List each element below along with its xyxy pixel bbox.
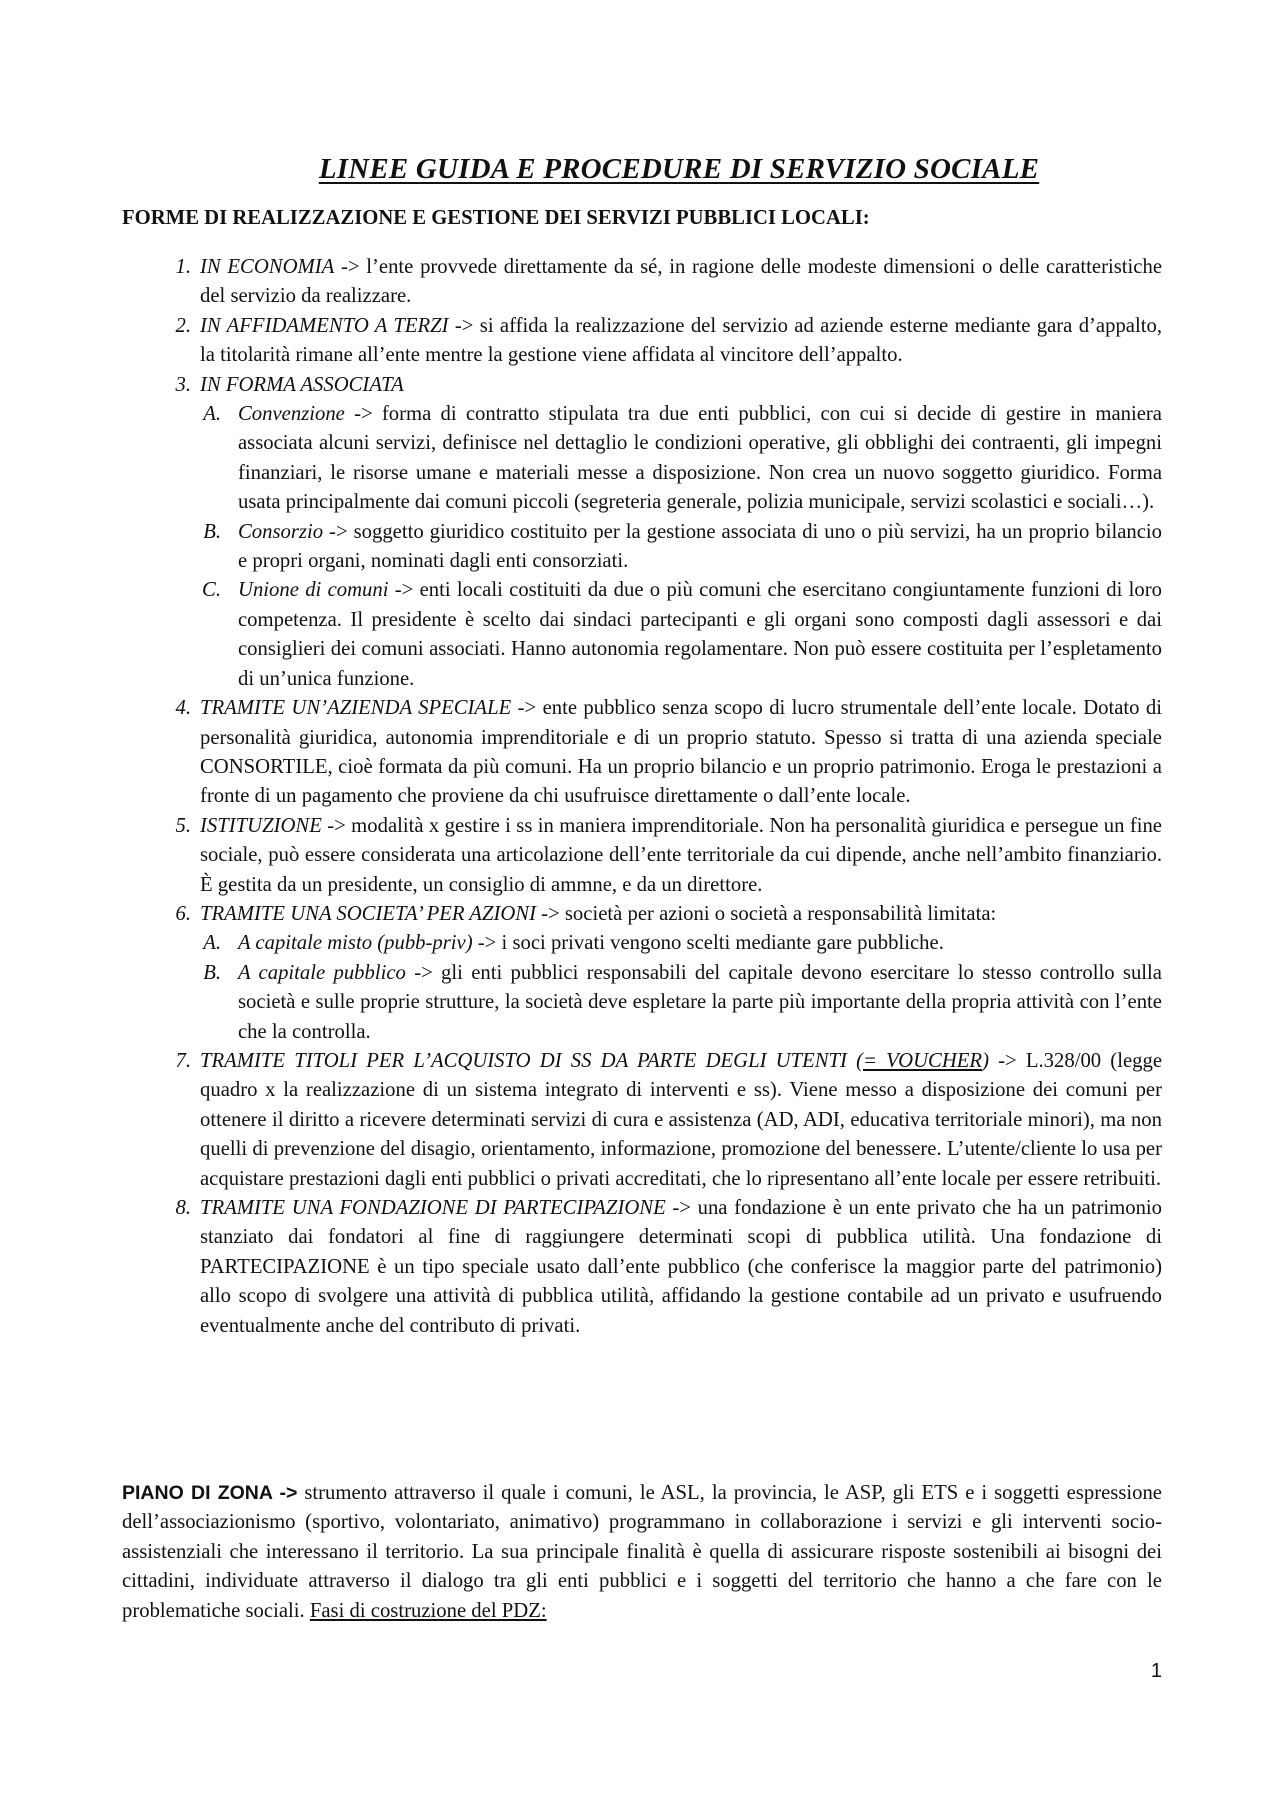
item-label: IN ECONOMIA bbox=[200, 256, 335, 278]
list-item bbox=[122, 812, 1162, 900]
item-text: -> una fondazione è un ente privato che ha un patrimonio stanziato dai fondatori al fine di raggiungere determinati scopi di pubblica utilità. Una fondazione di PARTECIPAZIONE è un tipo speciale usato dall’ente pubblico (che conferisce la maggior parte del patrimonio) allo scopo di svolgere una attività di pubblica utilità, affidando la gestione contabile ad un privato e usufruendo eventualmente anche del contributo di privati. bbox=[200, 1197, 1163, 1337]
sub-item bbox=[122, 576, 1162, 694]
item-text: -> l’ente provvede direttamente da sé, in ragione delle modeste dimensioni o delle caratteristiche del servizio da realizzare. bbox=[200, 256, 1162, 308]
item-label: TRAMITE UNA FONDAZIONE DI PARTECIPAZIONE bbox=[200, 1197, 666, 1219]
item-label-end: ) bbox=[982, 1049, 989, 1072]
item-text: -> si affida la realizzazione del servizio ad aziende esterne mediante gara d’appalto, la titolarità rimane all’ente mentre la gestione viene affidata al vincitore dell’appalto. bbox=[200, 314, 1162, 367]
item-number: 6. bbox=[175, 902, 191, 925]
sub-item bbox=[122, 518, 1162, 577]
forms-list bbox=[122, 253, 1162, 1341]
item-number: 7. bbox=[175, 1049, 191, 1072]
item-text: -> modalità x gestire i ss in maniera imprenditoriale. Non ha personalità giuridica e persegue un fine sociale, può essere considerata una articolazione dell’ente territoriale da cui dipende, anche nell’ambito finanziario. È gestita da un presidente, un consiglio di ammne, e da un direttore. bbox=[200, 814, 1162, 896]
item-label: IN AFFIDAMENTO A TERZI bbox=[200, 314, 449, 337]
list-item bbox=[122, 312, 1162, 371]
sub-item-letter: B. bbox=[203, 520, 221, 543]
list-item bbox=[122, 1194, 1162, 1341]
sub-item-label: Unione di comuni bbox=[238, 579, 389, 602]
item-label: ISTITUZIONE bbox=[200, 814, 322, 837]
sub-item-label: A capitale misto (pubb-priv) bbox=[238, 932, 473, 955]
item-number: 3. bbox=[175, 373, 191, 396]
sub-item-label: Convenzione bbox=[238, 403, 345, 426]
pdz-text: strumento attraverso il quale i comuni, le ASL, la provincia, le ASP, gli ETS e i soggetti espressione dell’associazionismo (sportivo, volontariato, animativo) programmano in collaborazione i servizi e gli interventi socio-assistenziali che interessano il territorio. La sua principale finalità è quella di assicurare risposte sostenibili ai bisogni dei cittadini, individuate attraverso il dialogo tra gli enti pubblici e i soggetti del territorio che hanno a che fare con le problematiche sociali. bbox=[122, 1482, 1162, 1622]
sub-item-text: -> enti locali costituiti da due o più comuni che esercitano congiuntamente funzioni di loro competenza. Il presidente è scelto dai sindaci partecipanti e gli organi sono composti dagli assessori e dai consiglieri dei comuni associati. Hanno autonomia regolamentare. Non può essere costituita per l’espletamento di un’unica funzione. bbox=[238, 579, 1162, 690]
sub-item bbox=[122, 929, 1162, 958]
item-label: IN FORMA ASSOCIATA bbox=[200, 373, 404, 396]
sub-item-letter: C. bbox=[202, 579, 221, 602]
sub-item-letter: B. bbox=[203, 961, 221, 984]
sub-item bbox=[122, 400, 1162, 518]
list-item bbox=[122, 694, 1162, 812]
item-label: TRAMITE UN’AZIENDA SPECIALE bbox=[200, 697, 512, 720]
sub-item-text: -> i soci privati vengono scelti mediante gare pubbliche. bbox=[472, 932, 944, 955]
page-number: 1 bbox=[1150, 1660, 1162, 1682]
item-number: 2. bbox=[175, 314, 191, 337]
item-label: TRAMITE TITOLI PER L’ACQUISTO DI SS DA PARTE DEGLI UTENTI ( bbox=[200, 1049, 863, 1072]
item-text: -> società per azioni o società a responsabilità limitata: bbox=[535, 902, 997, 925]
item-label: TRAMITE UNA SOCIETA’ PER AZIONI bbox=[200, 902, 536, 925]
sub-item-letter: A. bbox=[203, 932, 221, 955]
pdz-phases-heading: Fasi di costruzione del PDZ: bbox=[309, 1599, 547, 1622]
item-number: 5. bbox=[175, 814, 191, 837]
sub-item bbox=[122, 959, 1162, 1047]
item-number: 4. bbox=[175, 697, 191, 720]
list-item bbox=[122, 371, 1162, 400]
sub-item-letter: A. bbox=[203, 403, 221, 426]
section-heading: FORME DI REALIZZAZIONE E GESTIONE DEI SERVIZI PUBBLICI LOCALI: bbox=[122, 207, 870, 229]
sub-item-label: A capitale pubblico bbox=[238, 961, 406, 984]
page-title: LINEE GUIDA E PROCEDURE DI SERVIZIO SOCIALE bbox=[318, 153, 1040, 185]
piano-di-zona-paragraph bbox=[122, 1479, 1162, 1626]
list-item bbox=[122, 1047, 1162, 1194]
item-number: 1. bbox=[175, 256, 191, 278]
list-item bbox=[122, 900, 1162, 929]
item-text: -> L.328/00 (legge quadro x la realizzazione di un sistema integrato di interventi e ss). Viene messo a disposizione dei comuni per ottenere il diritto a ricevere determinati servizi di cura e assistenza (AD, ADI, educativa territoriale minori), ma non quelli di prevenzione del disagio, orientamento, informazione, promozione del benessere. L’utente/cliente lo usa per acquistare prestazioni dagli enti pubblici o privati accreditati, che lo ripresentano all’ente locale per essere retribuiti. bbox=[200, 1049, 1162, 1190]
item-text: -> ente pubblico senza scopo di lucro strumentale dell’ente locale. Dotato di personalità giuridica, autonomia imprenditoriale e di un proprio statuto. Spesso si tratta di una azienda speciale CONSORTILE, cioè formata da più comuni. Ha un proprio bilancio e un proprio patrimonio. Eroga le prestazioni a fronte di un pagamento che proviene da chi usufruisce direttamente o dall’ente locale. bbox=[200, 697, 1162, 808]
sub-item-text: -> forma di contratto stipulata tra due enti pubblici, con cui si decide di gestire in maniera associata alcuni servizi, definisce nel dettaglio le condizioni operative, gli obblighi dei contraenti, gli impegni finanziari, le risorse umane e materiali messe a disposizione. Non crea un nuovo soggetto giuridico. Forma usata principalmente dai comuni piccoli (segreteria generale, polizia municipale, servizi scolastici e sociali…). bbox=[238, 403, 1162, 514]
list-item bbox=[122, 253, 1162, 312]
sub-item-label: Consorzio bbox=[238, 520, 324, 543]
pdz-label: PIANO DI ZONA -> bbox=[122, 1482, 298, 1504]
voucher-label: = VOUCHER bbox=[863, 1049, 983, 1072]
item-number: 8. bbox=[175, 1197, 191, 1219]
sub-item-text: -> gli enti pubblici responsabili del capitale devono esercitare lo stesso controllo sulla società e sulle proprie strutture, la società deve espletare la parte più importante della propria attività con l’ente che la controlla. bbox=[238, 961, 1162, 1043]
sub-item-text: -> soggetto giuridico costituito per la gestione associata di uno o più servizi, ha un proprio bilancio e propri organi, nominati dagli enti consorziati. bbox=[238, 520, 1162, 573]
